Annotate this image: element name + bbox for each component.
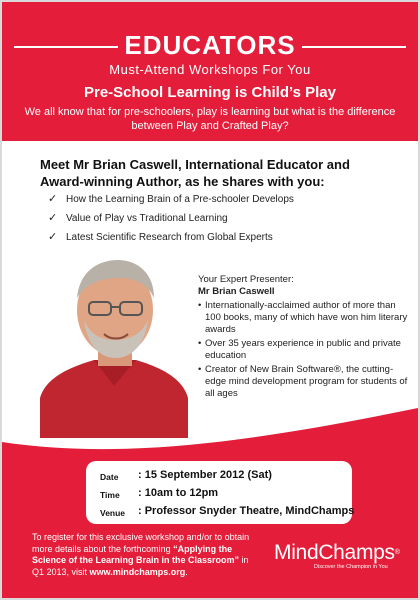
header-banner (2, 2, 418, 141)
topic-text: Latest Scientific Research from Global Experts (66, 232, 273, 243)
topic-text: Value of Play vs Traditional Learning (66, 213, 228, 224)
presenter-name: Mr Brian Caswell (198, 286, 275, 297)
intro-text: We all know that for pre-schoolers, play is learning but what is the difference between Play and Crafted Play? (24, 106, 396, 132)
event-time-row (94, 487, 344, 503)
topic-list (48, 192, 378, 249)
presenter-info (198, 274, 408, 402)
register-text-1: To register for this exclusive workshop and/or to obtain more details about the forthcoming (32, 532, 250, 554)
time-value: : 10am to 12pm (138, 487, 219, 499)
mindchamps-logo (274, 542, 404, 576)
workshop-headline: Pre-School Learning is Child’s Play (83, 84, 336, 101)
check-icon: ✓ (48, 193, 58, 205)
time-label: Time (100, 490, 120, 500)
presenter-label: Your Expert Presenter: (198, 274, 294, 285)
list-item (48, 192, 378, 211)
topic-text: How the Learning Brain of a Pre-schooler Develops (66, 194, 294, 205)
date-label: Date (100, 472, 119, 482)
venue-value: : Professor Snyder Theatre, MindChamps (138, 505, 355, 517)
meet-heading-line1: Meet Mr Brian Caswell, International Educator and (40, 157, 350, 172)
venue-label: Venue (100, 508, 126, 518)
presenter-points (198, 300, 408, 400)
logo-tagline: Discover the Champion in You (314, 564, 388, 570)
register-course-title: “Applying the Science of the Learning Brain in the Classroom” (32, 543, 240, 565)
list-item: • Over 35 years experience in public and private education (198, 338, 408, 362)
event-venue-row (94, 505, 355, 521)
register-url-link[interactable]: www.mindchamps.org (89, 566, 186, 577)
check-icon: ✓ (48, 212, 58, 224)
register-text-2: in Q1 2013, visit (32, 555, 249, 577)
list-item (48, 211, 378, 230)
date-value: : 15 September 2012 (Sat) (138, 469, 272, 481)
register-text-end: . (185, 566, 188, 577)
page-title: EDUCATORS (124, 30, 296, 60)
registration-text (32, 532, 262, 578)
title-rule-right (302, 46, 406, 48)
event-date-row (94, 469, 344, 485)
check-icon: ✓ (48, 231, 58, 243)
list-item: • Creator of New Brain Software®, the cutting-edge mind development program for students of all ages (198, 364, 408, 400)
page-subtitle: Must-Attend Workshops For You (109, 62, 311, 77)
list-item (48, 230, 378, 249)
title-row (2, 30, 418, 64)
logo-text (274, 542, 404, 564)
presenter-photo (32, 248, 192, 438)
logo-registered-mark: ® (394, 549, 400, 556)
meet-heading (40, 156, 400, 190)
meet-heading-line2: Award-winning Author, as he shares with you: (40, 174, 325, 189)
event-details-box (86, 461, 355, 524)
logo-wordmark: MindChamps (274, 541, 395, 564)
list-item: • Internationally-acclaimed author of more than 100 books, many of which have won him literary awards (198, 300, 408, 336)
